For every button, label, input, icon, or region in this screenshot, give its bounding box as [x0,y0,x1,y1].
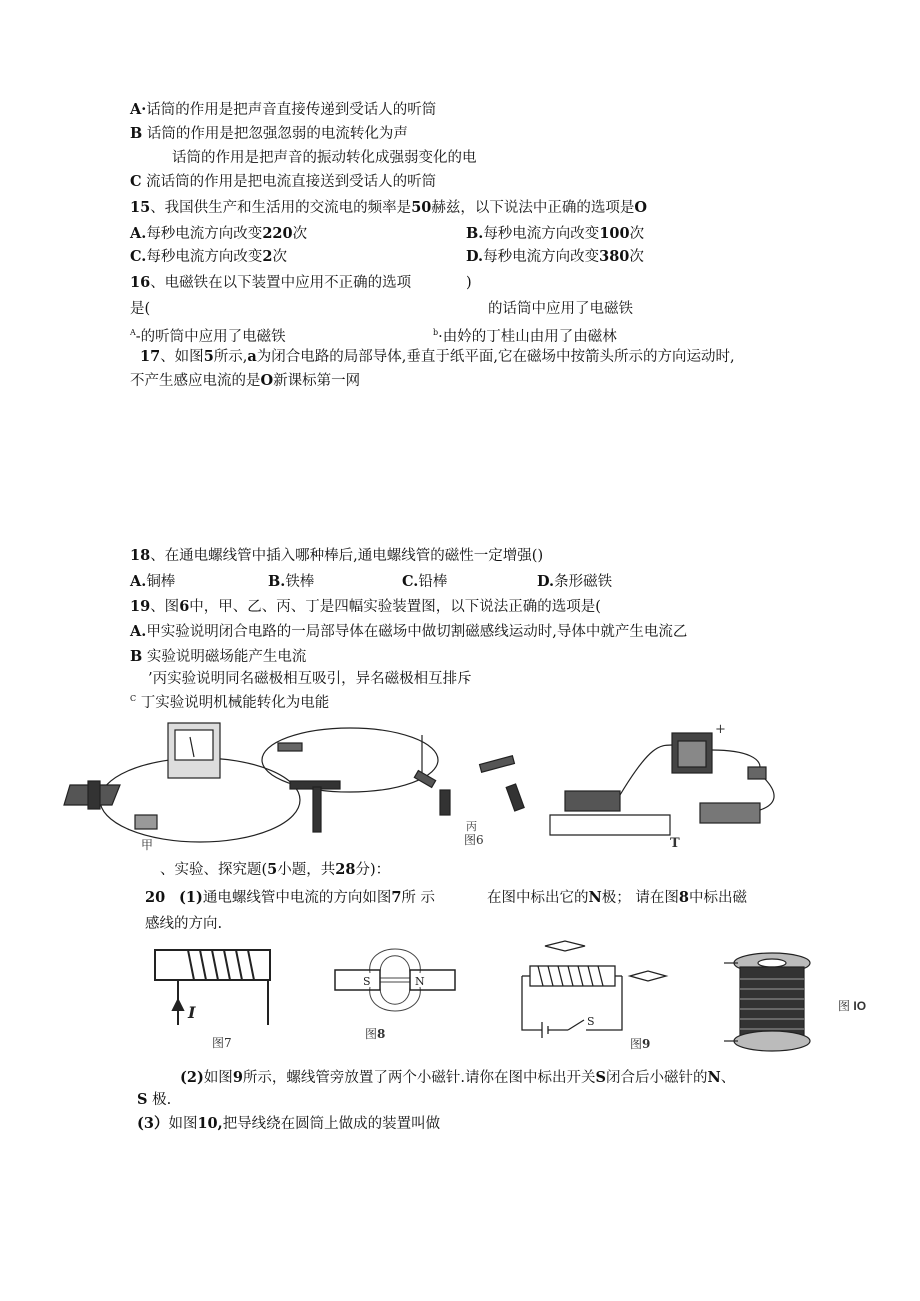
fig10-caption [838,999,866,1013]
figure-10 [720,945,880,1055]
q19-b-label: B [130,648,143,665]
q15-d-label: D. [466,248,484,265]
q19-stem-text: 、图 [150,599,180,615]
q14-c-text: 流话筒的作用是把电流直接送到受话人的听筒 [141,174,437,190]
fig6-caption-ding: T [670,836,680,851]
fig9-caption [630,1037,650,1051]
section-mid: 小题，共 [277,862,336,878]
q18-b-label: B. [268,573,286,590]
fig9-switch-label: S [587,1015,595,1028]
q16-option-a [130,324,286,346]
q16-option-b [433,324,617,346]
q18-c-text: 铅棒 [418,574,448,590]
q17-stem-text2: 所示, [213,349,248,365]
q19-option-a [130,623,687,641]
q17-stem-text: 、如图 [160,349,204,365]
q19-option-c: ’丙实验说明同名磁极相互吸引，异名磁极相互排斥 [148,671,472,687]
q18-stem [130,547,543,565]
fig7-current-label: I [188,1003,196,1022]
q18-option-d [537,573,612,591]
fig6-caption-jia: 甲 [141,838,154,852]
q20-part2-line2 [137,1091,171,1109]
q20-fig8: 8 [678,889,689,906]
fig6-caption-fig: 图6 [464,833,484,847]
figure-8 [325,945,465,1045]
fig9-caption-num: 9 [642,1037,651,1051]
q16-line2: 是( [130,301,151,317]
q20-part1-right [487,889,747,907]
q20-fig9: 9 [232,1069,243,1086]
q18-a-label: A. [130,573,147,590]
q14-b-text: 话筒的作用是把忽强忽弱的电流转化为声 [142,126,408,142]
fig8-s-pole: S [363,975,371,988]
q15-a-label: A. [130,225,147,242]
q17-line2-text: 不产生感应电流的是 [130,373,261,389]
q20-part1-text3: 在图中标出它的 [487,890,589,906]
q16-b-small: b [433,328,439,337]
q20-part3 [137,1115,440,1133]
fig9-caption-text: 图 [630,1037,643,1051]
q19-num: 19 [130,598,151,615]
q19-fig: 6 [179,598,190,615]
fig8-caption-text: 图 [365,1027,378,1041]
q17-stem-text3: 为闭合电路的局部导体,垂直于纸平面,它在磁场中按箭头所示的方向运动时, [256,349,735,365]
q16-a-text: -的听筒中应用了电磁铁 [135,328,286,345]
q18-a-text: 铜棒 [146,574,176,590]
q14-option-a [130,101,436,119]
q20-n2: N [707,1069,721,1086]
q20-part3-text: 如图 [168,1116,198,1132]
q16-stem [130,274,411,292]
q17-num: 17 [140,348,161,365]
q20-part1-label: (1) [179,889,203,906]
q15-c-unit: 次 [272,249,287,265]
q15-b-label: B. [466,225,484,242]
section-count: 5 [267,861,278,878]
q20-fig10: 10, [197,1115,223,1132]
q19-d-small: C [130,694,137,703]
q14-a-label: A· [130,101,147,118]
q19-stem [130,598,601,616]
q19-b-text: 实验说明磁场能产生电流 [142,649,307,665]
q20-part2-text3: 闭合后小磁针的 [606,1070,708,1086]
q14-a-text: 话筒的作用是把声音直接传递到受话人的听筒 [146,102,437,118]
q15-stem-text: 、我国供生产和生活用的交流电的频率是 [150,200,412,216]
q20-part2-line2-s: S [137,1091,148,1108]
q15-blank: O [634,199,648,216]
q18-d-text: 条形磁铁 [554,574,613,590]
q18-option-c [402,573,447,591]
q17-tail: 新课标第一网 [273,373,361,389]
q17-a: a [247,348,257,365]
q16-b-text: ·由妗的丁桂山由用了由磁林 [438,328,617,345]
q18-c-label: C. [402,573,419,590]
q16-stem-text: 、电磁铁在以下装置中应用不正确的选项 [150,275,412,291]
q18-b-text: 铁棒 [285,574,315,590]
q18-num: 18 [130,547,151,564]
q20-part1-line2: 感线的方向. [145,916,223,932]
q20-fig7: 7 [391,889,402,906]
q14-b-label: B [130,125,143,142]
q19-option-d [130,690,329,712]
q14-option-b [130,125,408,143]
q20-part3-label: (3） [137,1115,169,1132]
q16-a-small: A [130,328,136,337]
q15-freq: 50 [411,199,432,216]
q15-a-unit: 次 [292,226,308,242]
q20-num: 20 [145,889,166,906]
q20-part1 [145,889,435,907]
q20-n: N [588,889,602,906]
q15-d-unit: 次 [629,249,644,265]
section-score: 28 [335,861,356,878]
q20-part1-text: 通电螺线管中电流的方向如图 [202,890,392,906]
q17-line2 [130,372,360,390]
q19-a-label: A. [130,623,147,640]
q20-part2-label: (2) [180,1069,204,1086]
q20-part2-text: 如图 [203,1070,233,1086]
q20-part2-text4: 、 [720,1070,736,1086]
q17-fig: 5 [203,348,214,365]
q19-option-b [130,648,306,666]
q14-extra-line: 话筒的作用是把声音的振动转化成强弱变化的电 [172,150,477,166]
q15-option-c [130,248,287,266]
q15-a-text: 每秒电流方向改变 [146,226,263,242]
q19-a-text: 甲实验说明闭合电路的一局部导体在磁场中做切割磁感线运动时,导体中就产生电流乙 [146,624,688,640]
q14-c-label: C [130,173,142,190]
fig10-caption-text: 图 [838,999,851,1013]
fig6-caption-bing: 丙 [466,820,477,833]
q20-part1-text2: 所 示 [401,890,436,906]
q15-b-num: 100 [599,225,630,242]
q20-part2-text2: 所示，螺线管旁放置了两个小磁针.请你在图中标出开关 [242,1070,596,1086]
q20-part3-text2: 把导线绕在圆筒上做成的装置叫做 [222,1116,441,1132]
q15-d-num: 380 [599,248,630,265]
q18-option-b [268,573,314,591]
q20-part2-line2-text: 极. [152,1092,172,1108]
q16-right2: 的话筒中应用了电磁铁 [488,301,633,317]
fig10-caption-num: IO [853,999,867,1013]
q19-d-text: 丁实验说明机械能转化为电能 [136,694,330,711]
section-tail: 分)： [355,862,391,878]
q15-c-text: 每秒电流方向改变 [146,249,263,265]
q15-b-text: 每秒电流方向改变 [483,226,600,242]
q15-b-unit: 次 [629,226,645,242]
q15-option-a [130,225,307,243]
q20-part1-text5: 中标出磁 [688,890,747,906]
fig8-caption-num: 8 [377,1027,386,1041]
q15-num: 15 [130,199,151,216]
q18-option-a [130,573,175,591]
q18-d-label: D. [537,573,555,590]
q15-d-text: 每秒电流方向改变 [483,249,600,265]
q14-option-c [130,173,436,191]
fig8-n-pole: N [415,975,425,988]
q17-stem [140,348,735,366]
q17-blank: O [260,372,274,389]
q18-stem-text: 、在通电螺线管中插入哪种棒后,通电螺线管的磁性一定增强() [150,548,544,564]
section-heading [160,861,390,879]
figure-9 [510,938,685,1058]
fig7-caption: 图7 [212,1036,232,1050]
q16-num: 16 [130,274,151,291]
q16-paren: ) [466,275,472,291]
q20-part1-text4: 极； 请在图 [601,890,679,906]
figure-7 [150,945,280,1055]
q15-stem [130,199,647,217]
q15-c-label: C. [130,248,147,265]
q15-stem-text2: 赫兹，以下说法中正确的选项是 [431,200,635,216]
q15-c-num: 2 [262,248,273,265]
figure-6 [60,715,780,855]
q20-s: S [595,1069,606,1086]
q20-part2 [180,1069,735,1087]
fig8-caption [365,1027,385,1041]
fig6-plus: + [715,722,726,737]
q15-option-d [466,248,644,266]
q15-a-num: 220 [262,225,293,242]
q19-stem-text2: 中，甲、乙、丙、丁是四幅实验装置图，以下说法正确的选项是( [189,599,601,615]
q15-option-b [466,225,644,243]
section-title: 、实验、探究题( [160,862,268,878]
